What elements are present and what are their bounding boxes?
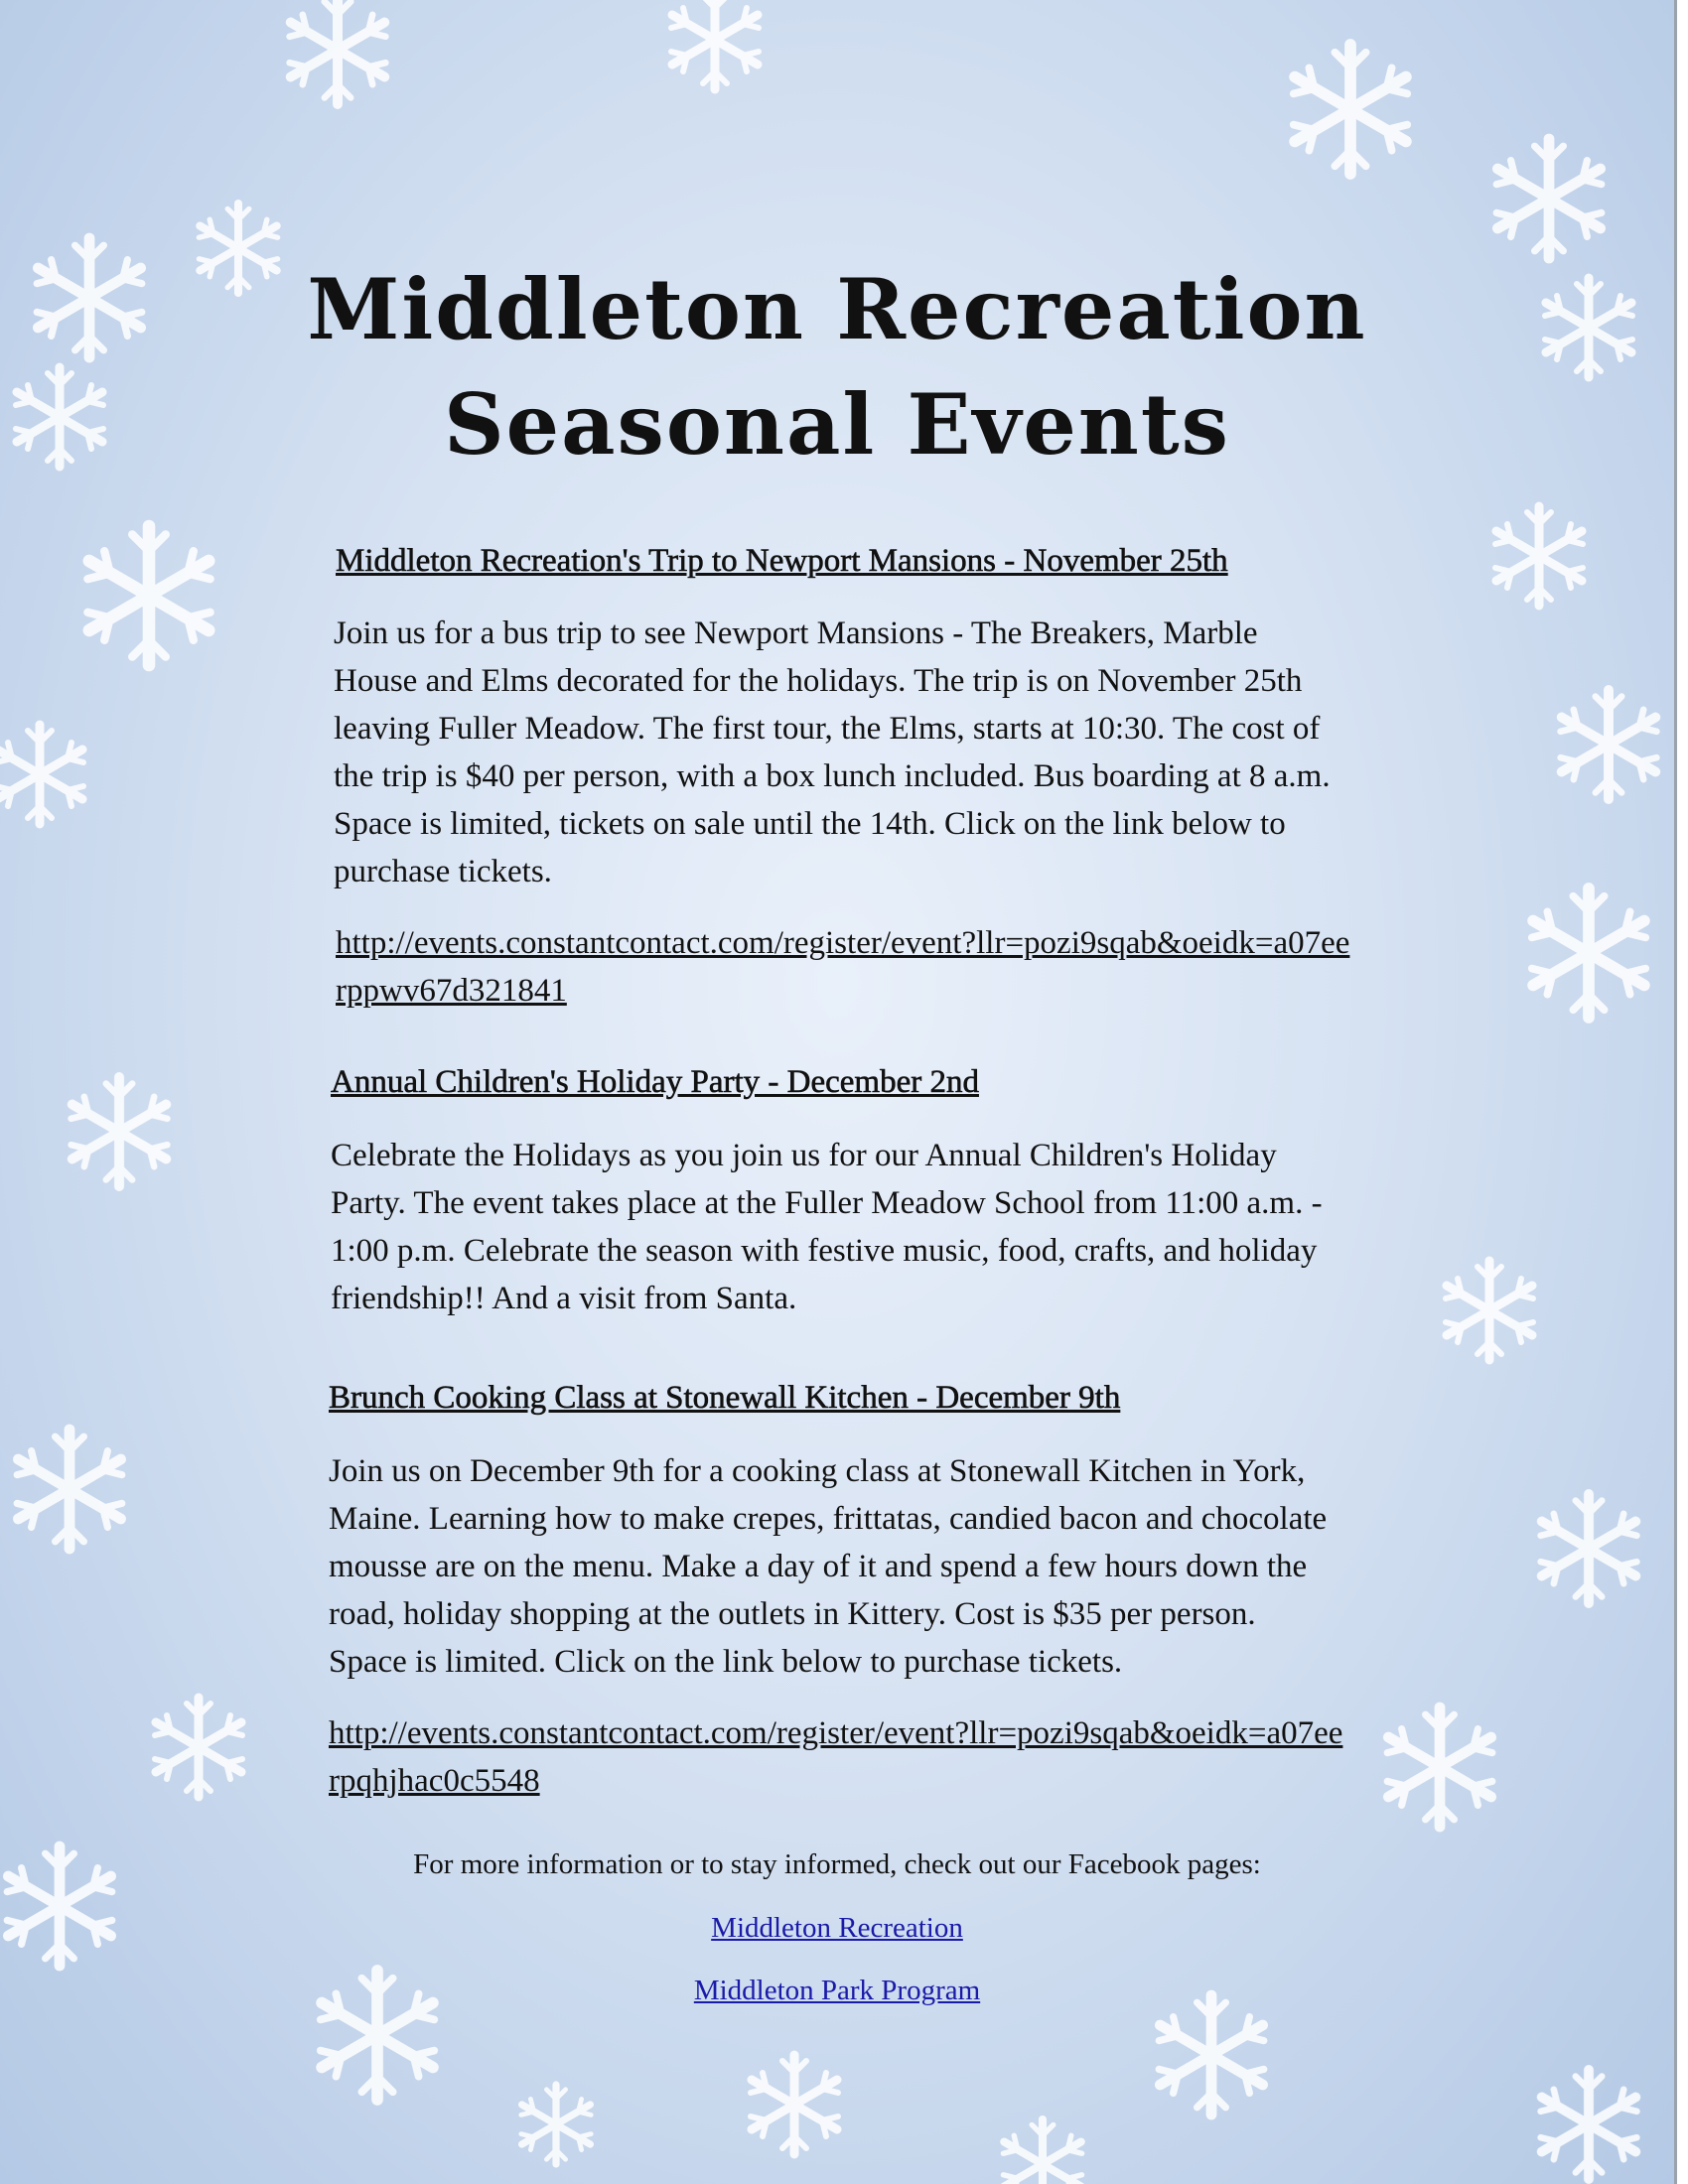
description-line: 1:00 p.m. Celebrate the season with festive music, food, crafts, and holiday — [331, 1233, 1318, 1269]
description-line: purchase tickets. — [334, 854, 552, 889]
link-line[interactable]: rppwv67d321841 — [336, 973, 567, 1009]
facebook-link-middleton-recreation[interactable]: Middleton Recreation — [711, 1912, 963, 1944]
description-line: Party. The event takes place at the Fuller Meadow School from 11:00 a.m. - — [331, 1185, 1323, 1221]
link-line[interactable]: http://events.constantcontact.com/register/event?llr=pozi9sqab&oeidk=a07ee — [329, 1715, 1343, 1751]
event-heading-cooking-class: Brunch Cooking Class at Stonewall Kitchen - December 9th — [329, 1380, 1121, 1416]
event-description-holiday-party — [331, 1132, 1323, 1322]
description-line: House and Elms decorated for the holidays. The trip is on November 25th — [334, 663, 1303, 699]
facebook-link-row-recreation — [0, 1912, 1674, 1945]
description-line: friendship!! And a visit from Santa. — [331, 1281, 797, 1316]
event-description-cooking-class — [329, 1447, 1327, 1686]
description-line: mousse are on the menu. Make a day of it and spend a few hours down the — [329, 1549, 1308, 1584]
description-line: road, holiday shopping at the outlets in Kittery. Cost is $35 per person. — [329, 1596, 1256, 1632]
description-line: Celebrate the Holidays as you join us for our Annual Children's Holiday — [331, 1138, 1277, 1173]
newport-registration-link[interactable] — [336, 919, 1349, 1015]
description-line: Space is limited. Click on the link below to purchase tickets. — [329, 1644, 1123, 1680]
facebook-link-row-park — [0, 1975, 1674, 2007]
description-line: Join us for a bus trip to see Newport Mansions - The Breakers, Marble — [334, 615, 1258, 651]
event-heading-holiday-party: Annual Children's Holiday Party - December 2nd — [331, 1064, 979, 1100]
facebook-link-middleton-park-program[interactable]: Middleton Park Program — [693, 1975, 981, 2006]
link-line[interactable]: http://events.constantcontact.com/register/event?llr=pozi9sqab&oeidk=a07ee — [336, 925, 1350, 961]
cooking-class-registration-link[interactable] — [329, 1709, 1342, 1805]
event-description-newport — [334, 610, 1331, 895]
page-title-line-2: Seasonal Events — [444, 375, 1230, 474]
description-line: the trip is $40 per person, with a box lunch included. Bus boarding at 8 a.m. — [334, 758, 1331, 794]
link-line[interactable]: rpqhjhac0c5548 — [329, 1763, 540, 1799]
description-line: leaving Fuller Meadow. The first tour, the Elms, starts at 10:30. The cost of — [334, 711, 1321, 747]
page-edge — [1674, 0, 1688, 2184]
description-line: Join us on December 9th for a cooking class at Stonewall Kitchen in York, — [329, 1453, 1306, 1489]
facebook-info-text: For more information or to stay informed, check out our Facebook pages: — [413, 1848, 1261, 1880]
page-title-line-1: Middleton Recreation — [307, 260, 1367, 358]
description-line: Space is limited, tickets on sale until the 14th. Click on the link below to — [334, 806, 1286, 842]
event-heading-newport: Middleton Recreation's Trip to Newport Mansions - November 25th — [336, 543, 1228, 579]
description-line: Maine. Learning how to make crepes, frittatas, candied bacon and chocolate — [329, 1501, 1328, 1537]
